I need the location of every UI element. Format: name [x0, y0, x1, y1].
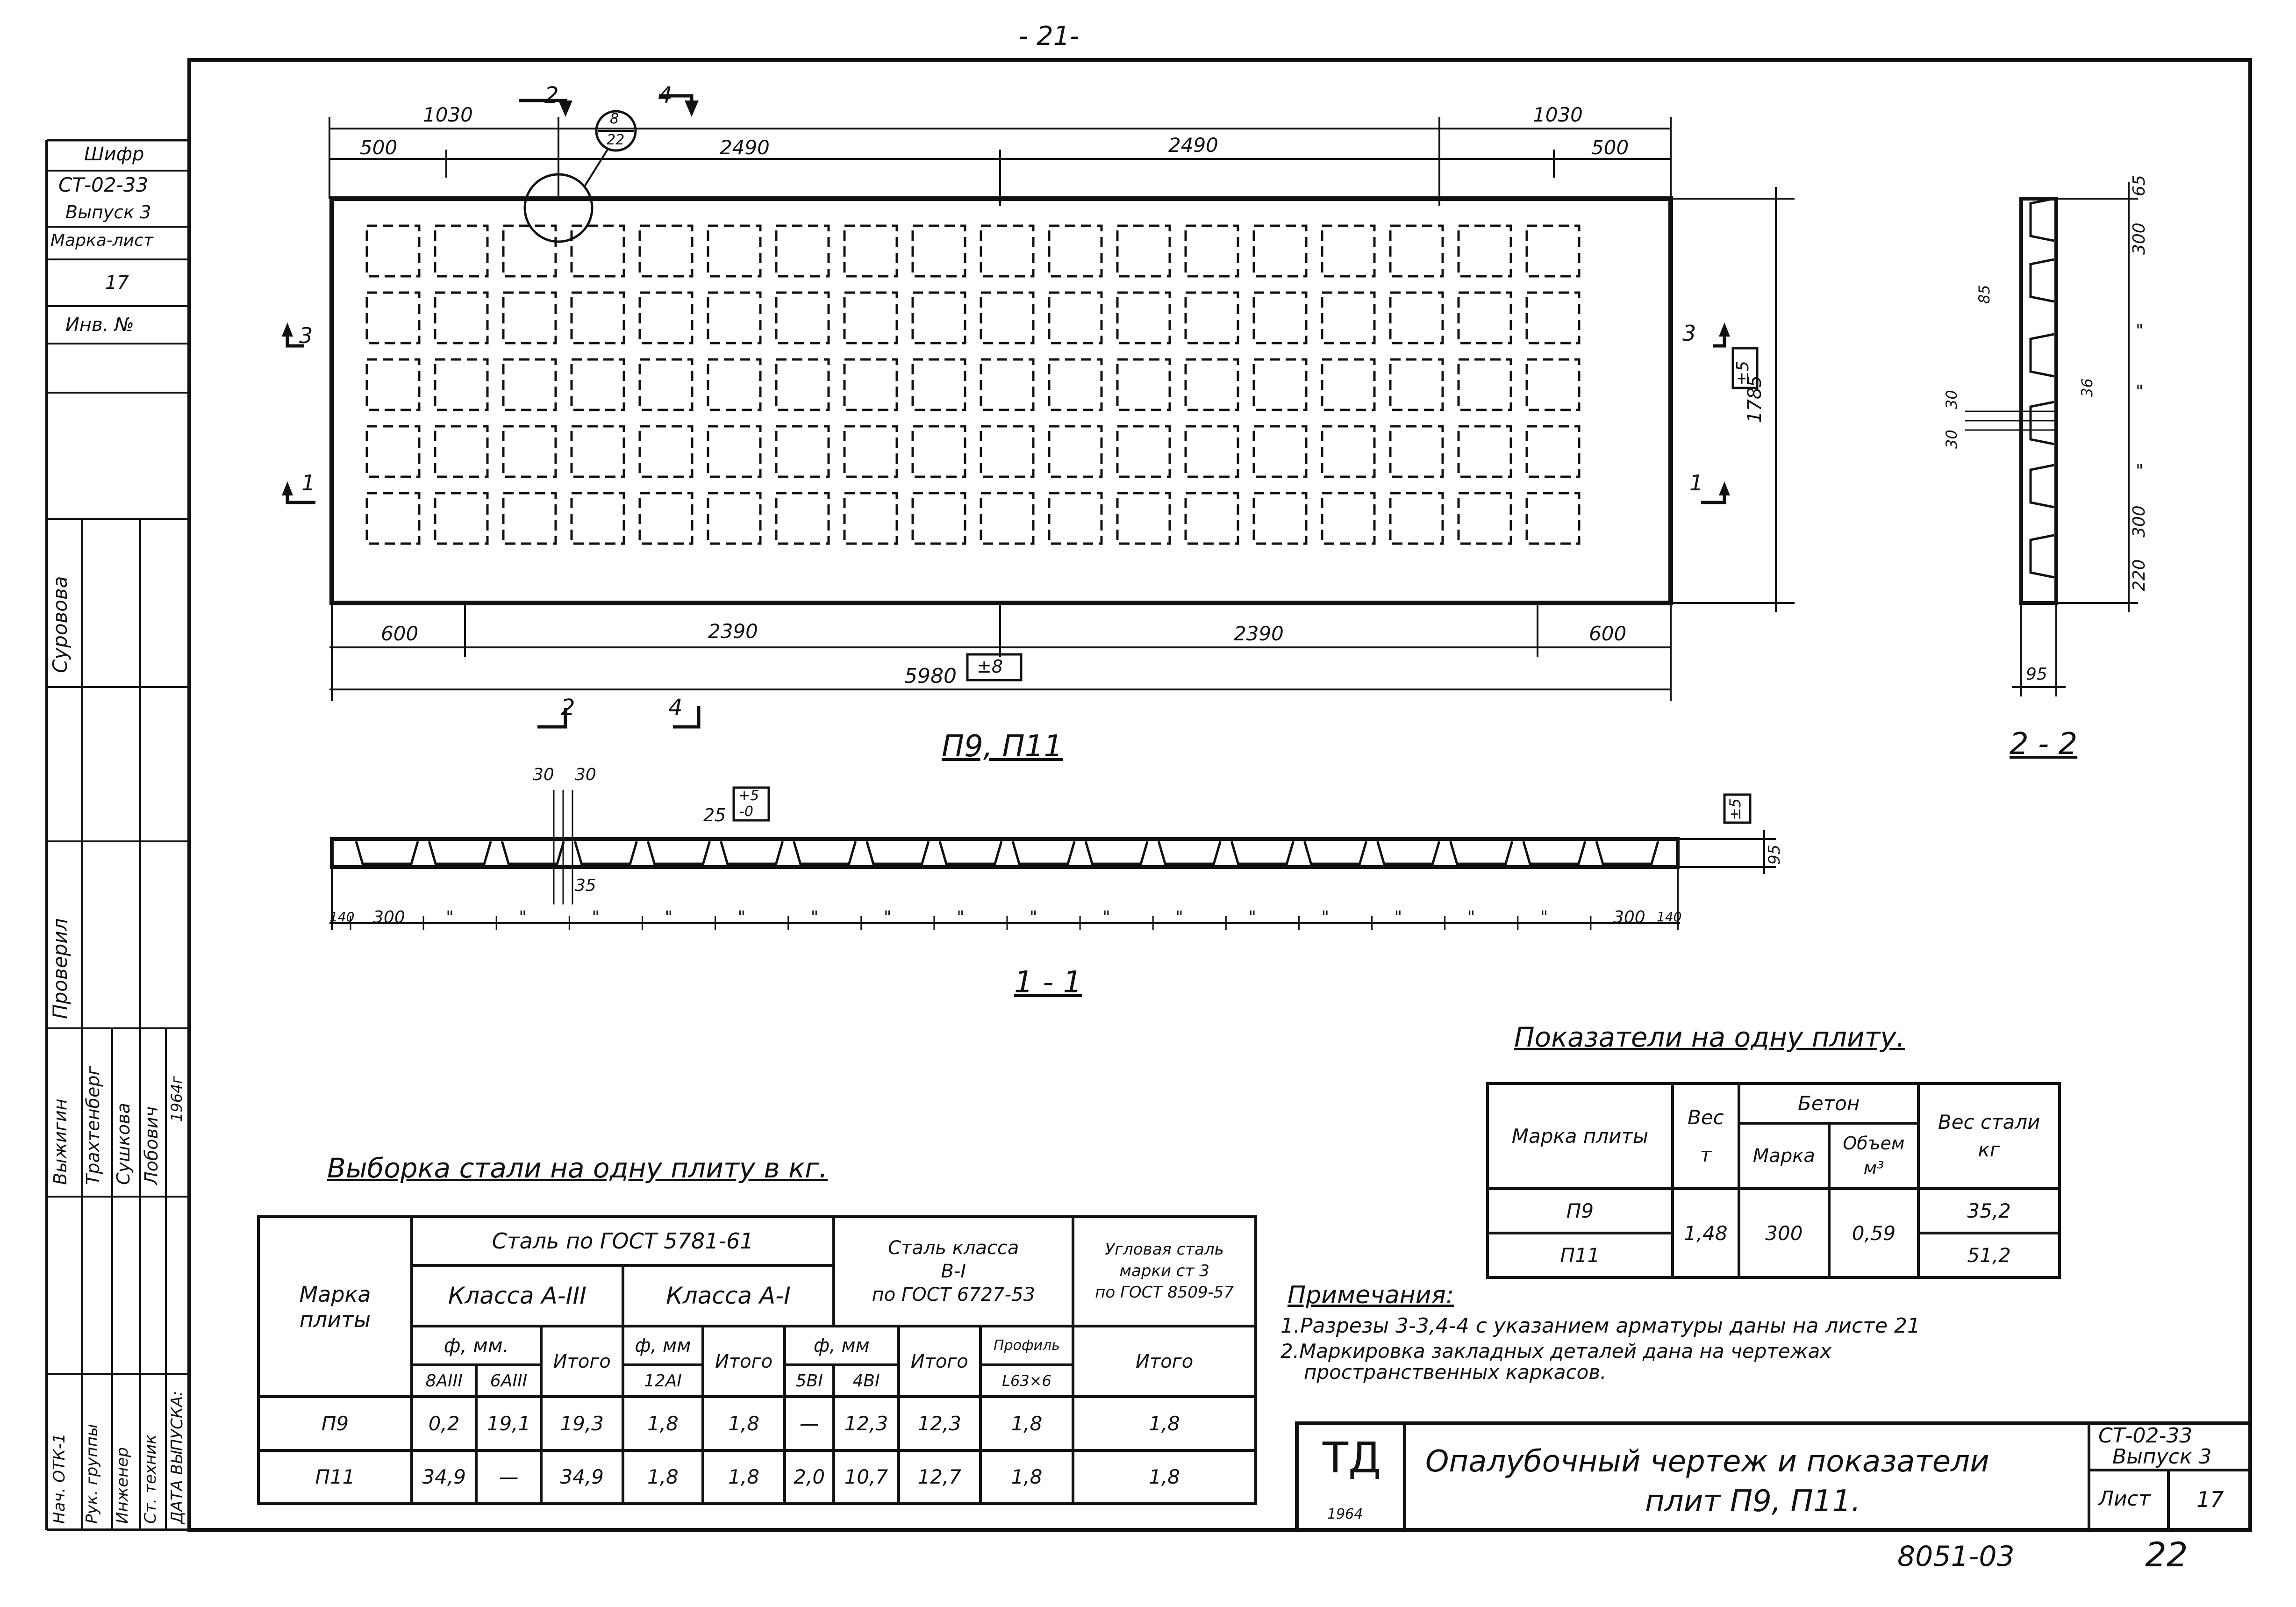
plan-void-cell: [367, 493, 419, 544]
plan-void-cell: [640, 226, 692, 276]
steel-total-2: Итого: [703, 1326, 785, 1397]
plan-void-cell: [1254, 493, 1306, 544]
section-mark-4-top: 4: [658, 82, 672, 108]
steel-row-2-mark: П11: [258, 1450, 412, 1504]
indicators-table: [1486, 1082, 2061, 1279]
steel-row-1-c7: 12,3: [834, 1397, 898, 1450]
plan-void-cell: [1049, 226, 1102, 276]
plan-void-cell: [1049, 293, 1102, 343]
sec22-left-30a: 30: [1943, 390, 1960, 409]
steel-phi-a3: ф, мм.: [412, 1326, 541, 1365]
sec11-bottom-dim-label: ": [1030, 908, 1037, 927]
approval-role-3: Инженер: [113, 1447, 132, 1524]
plan-void-cell: [640, 493, 692, 544]
plan-void-cell: [776, 293, 829, 343]
steel-group-2-line-1: Сталь класса: [888, 1237, 1019, 1259]
plan-void-cell: [503, 426, 556, 477]
plan-void-cell: [572, 493, 624, 544]
plan-void-cell: [640, 293, 692, 343]
plan-void-cell: [1527, 293, 1579, 343]
table-row: [258, 1450, 1256, 1504]
sec11-bottom-dim-label: ": [1467, 908, 1475, 927]
plan-void-cell: [776, 426, 829, 477]
plan-dim-600-left: 600: [381, 622, 419, 645]
steel-sub-6a3: 6АIII: [476, 1365, 541, 1397]
section-mark-1-left: 1: [301, 470, 315, 495]
plan-void-cell: [435, 493, 487, 544]
ind-mark-2: П11: [1488, 1233, 1673, 1277]
frame-cipher-label: Шифр: [84, 143, 144, 165]
title-block-title-2: плит П9, П11.: [1645, 1484, 1861, 1519]
plan-void-cell: [1049, 359, 1102, 410]
steel-row-2-c6: 2,0: [785, 1450, 834, 1504]
plan-void-cell: [1186, 493, 1238, 544]
frame-inv-label: Инв. №: [65, 314, 134, 336]
plan-dim-2390-right: 2390: [1234, 622, 1284, 645]
sec11-rib: [648, 841, 709, 864]
plan-overall-tol: ±8: [977, 656, 1003, 677]
steel-sub-4b1: 4ВI: [834, 1365, 898, 1397]
section-mark-2-bottom: 2: [561, 695, 575, 721]
plan-void-cell: [708, 226, 760, 276]
ind-h-steel: [1918, 1083, 2060, 1189]
archive-number: 8051-03: [1897, 1540, 2015, 1573]
plan-void-cell: [1254, 359, 1306, 410]
plan-void-cell: [844, 359, 897, 410]
plan-dim-2490-left: 2490: [720, 136, 770, 159]
sec11-bottom-dim-label: ": [665, 908, 673, 927]
sec11-right-edge: 140: [1657, 909, 1682, 925]
steel-row-2-c5: 1,8: [703, 1450, 785, 1504]
table-row: [258, 1397, 1256, 1450]
sec11-bottom-dim-label: ": [956, 908, 965, 927]
plan-void-cell: [981, 493, 1033, 544]
steel-group-3: [1073, 1217, 1256, 1326]
plan-void-cell: [913, 293, 965, 343]
sec11-bottom-dim-label: ": [737, 908, 746, 927]
steel-sub-12a1: 12АI: [623, 1365, 703, 1397]
steel-col-mark: Марка плиты: [258, 1217, 412, 1397]
ind-h-weight-label: Вес: [1688, 1105, 1724, 1129]
plan-void-cell: [435, 293, 487, 343]
plan-void-cell: [913, 359, 965, 410]
plan-void-cell: [1186, 426, 1238, 477]
plan-void-cell: [776, 226, 829, 276]
ind-h-grade: Марка: [1739, 1123, 1829, 1189]
sec11-rib: [1524, 841, 1585, 864]
sec11-bottom-dim-label: ": [1394, 908, 1402, 927]
checked-name: Суровова: [49, 576, 72, 673]
sec22-dim-ditto-3: ": [2136, 461, 2144, 481]
sec11-bottom-dim-label: ": [1321, 908, 1330, 927]
plan-void-cell: [1527, 426, 1579, 477]
plan-void-cell: [1117, 493, 1170, 544]
plan-void-cell: [1459, 493, 1511, 544]
section-mark-1-right: 1: [1689, 470, 1703, 495]
sec11-rib-30a: 30: [533, 765, 554, 784]
plan-void-cell: [367, 359, 419, 410]
steel-row-1-c5: 1,8: [703, 1397, 785, 1450]
plan-dim-2390-left: 2390: [708, 620, 758, 643]
plan-void-cell: [367, 426, 419, 477]
note-2b: пространственных каркасов.: [1304, 1361, 1607, 1384]
note-2: 2.Маркировка закладных деталей дана на чертежах: [1280, 1340, 1832, 1363]
sec11-right-tol: ±5: [1726, 798, 1744, 820]
steel-row-2-c9: 1,8: [980, 1450, 1073, 1504]
ind-h-steel-label: Вес стали: [1938, 1110, 2040, 1134]
title-block-year: 1964: [1327, 1506, 1363, 1522]
plan-void-cell: [435, 426, 487, 477]
sec11-rib: [1596, 841, 1658, 864]
sec11-bottom-dim-label: ": [1102, 908, 1110, 927]
plan-void-cell: [640, 359, 692, 410]
plan-void-cell: [503, 293, 556, 343]
plan-void-cell: [708, 293, 760, 343]
plan-void-cell: [1117, 226, 1170, 276]
steel-row-2-c3: 34,9: [541, 1450, 623, 1504]
plan-void-cell: [1186, 359, 1238, 410]
steel-row-1-c1: 0,2: [412, 1397, 476, 1450]
plan-void-cell: [1186, 293, 1238, 343]
sec11-bottom-dim-label: ": [1540, 908, 1548, 927]
section-mark-3-right: 3: [1682, 321, 1696, 346]
sec22-dim-300-top: 300: [2130, 222, 2149, 255]
approval-name-1: Выжигин: [50, 1098, 71, 1185]
sec11-rib: [794, 841, 856, 864]
detail-ref-num: 8: [610, 111, 619, 127]
plan-void-cell: [367, 226, 419, 276]
section-2-2-title: 2 - 2: [2010, 727, 2078, 761]
plan-void-cell: [913, 493, 965, 544]
title-block-issue: Выпуск 3: [2112, 1445, 2212, 1469]
page-number: - 21-: [1019, 21, 1080, 51]
approval-name-4: Лобович: [141, 1106, 162, 1185]
plan-void-cell: [1322, 359, 1374, 410]
approval-role-1: Нач. ОТК-1: [50, 1433, 69, 1524]
ind-h-weight: [1673, 1083, 1739, 1189]
plan-void-cell: [1254, 293, 1306, 343]
steel-table-title: Выборка стали на одну плиту в кг.: [327, 1152, 828, 1184]
ind-mark-1: П9: [1488, 1189, 1673, 1233]
sec11-rib: [721, 841, 783, 864]
plan-void-cell: [572, 359, 624, 410]
sec22-left-30b: 30: [1943, 430, 1960, 449]
plan-void-cell: [1527, 359, 1579, 410]
plan-void-cell: [1322, 426, 1374, 477]
plan-void-cell: [844, 493, 897, 544]
sec11-bottom-dim-label: 300: [373, 908, 405, 927]
frame-cipher-value: СТ-02-33: [58, 173, 149, 196]
sec11-rib: [1159, 841, 1220, 864]
steel-phi-b1: ф, мм: [785, 1326, 899, 1365]
plan-void-cell: [503, 226, 556, 276]
sec22-dim-ditto-2: ": [2136, 382, 2144, 401]
plan-void-cell: [1390, 359, 1443, 410]
steel-group-2: [834, 1217, 1073, 1326]
plan-void-cell: [1254, 426, 1306, 477]
ind-volume: 0,59: [1829, 1189, 1919, 1277]
sec11-bottom-dim-label: 300: [1613, 908, 1645, 927]
plan-void-cell: [1117, 293, 1170, 343]
approval-role-2: Рук. группы: [83, 1424, 101, 1524]
plan-void-cell: [981, 426, 1033, 477]
plan-void-cell: [1390, 426, 1443, 477]
sec11-bottom-dim-label: ": [446, 908, 454, 927]
checked-role: Проверил: [49, 918, 72, 1019]
plan-void-cell: [1459, 426, 1511, 477]
plan-dim-1030-right: 1030: [1533, 103, 1583, 126]
sec11-bottom-dim-label: ": [592, 908, 600, 927]
sec22-rib: [2031, 465, 2054, 507]
steel-class-a1: Класса А-I: [623, 1265, 834, 1326]
title-block-title-1: Опалубочный чертеж и показатели: [1425, 1444, 1989, 1479]
plan-void-cell: [1459, 226, 1511, 276]
plan-void-cell: [1322, 493, 1374, 544]
plan-void-cell: [1117, 359, 1170, 410]
ind-h-weight-unit: т: [1700, 1143, 1712, 1166]
steel-row-1-c10: 1,8: [1073, 1397, 1256, 1450]
ind-weight: 1,48: [1673, 1189, 1739, 1277]
plan-void-cell: [981, 293, 1033, 343]
plan-void-cell: [708, 493, 760, 544]
plan-void-cell: [1322, 226, 1374, 276]
sec11-rib: [867, 841, 929, 864]
sec22-rib: [2031, 402, 2054, 444]
ind-h-volume-label: Объем: [1843, 1133, 1905, 1154]
plan-dim-2490-right: 2490: [1168, 134, 1218, 157]
section-1-1-title: 1 - 1: [1014, 965, 1082, 1000]
detail-ref-den: 22: [607, 132, 625, 148]
ind-h-concrete: Бетон: [1739, 1083, 1918, 1123]
plan-void-cell: [776, 493, 829, 544]
sec11-thickness: 95: [1765, 844, 1784, 865]
sec22-dim-220: 220: [2130, 559, 2149, 591]
steel-sub-8a3: 8АIII: [412, 1365, 476, 1397]
approvals-block: [47, 1028, 189, 1530]
steel-sub-l63: L63×6: [980, 1365, 1073, 1397]
plan-void-cell: [1186, 226, 1238, 276]
approval-role-5: ДАТА ВЫПУСКА:: [168, 1391, 186, 1524]
steel-row-1-c2: 19,1: [476, 1397, 541, 1450]
steel-row-1-c8: 12,3: [899, 1397, 980, 1450]
table-row: [1488, 1189, 2060, 1233]
sec22-rib-36: 36: [2078, 378, 2096, 397]
plan-void-cell: [1049, 493, 1102, 544]
plan-title: П9, П11: [942, 729, 1063, 764]
frame-issue: Выпуск 3: [65, 202, 151, 222]
plan-void-cell: [913, 426, 965, 477]
sec11-rib: [502, 841, 564, 864]
steel-total-1: Итого: [541, 1326, 623, 1397]
sec11-top-depth: 25: [703, 805, 726, 825]
steel-row-1-c6: —: [785, 1397, 834, 1450]
sec11-rib: [1086, 841, 1147, 864]
steel-row-2-c10: 1,8: [1073, 1450, 1256, 1504]
steel-row-1-c9: 1,8: [980, 1397, 1073, 1450]
indicators-title: Показатели на одну плиту.: [1514, 1021, 1905, 1053]
sec11-rib: [1304, 841, 1366, 864]
approval-name-5: 1964г: [168, 1076, 186, 1122]
plan-void-cell: [1390, 493, 1443, 544]
plan-void-cell: [776, 359, 829, 410]
plan-void-cell: [844, 426, 897, 477]
ind-steel-2: 51,2: [1918, 1233, 2060, 1277]
sec22-dim-65: 65: [2130, 175, 2149, 196]
plan-void-cell: [1322, 293, 1374, 343]
ind-h-volume-unit: м³: [1863, 1158, 1884, 1178]
steel-group-3-line-1: Угловая сталь: [1105, 1240, 1224, 1259]
sec11-rib: [1013, 841, 1074, 864]
steel-row-2-c2: —: [476, 1450, 541, 1504]
plan-void-cell: [913, 226, 965, 276]
approval-name-2: Трахтенберг: [83, 1066, 103, 1185]
plan-void-cell: [572, 293, 624, 343]
sec11-rib: [575, 841, 637, 864]
sec22-dim-ditto-1: ": [2136, 321, 2144, 340]
plan-void-cell: [1459, 359, 1511, 410]
steel-phi-a1: ф, мм: [623, 1326, 703, 1365]
plan-dim-500-left: 500: [360, 136, 398, 159]
plan-void-cell: [844, 293, 897, 343]
sec22-rib: [2031, 334, 2054, 376]
sec11-bottom-dim-label: ": [1248, 908, 1256, 927]
steel-class-a3: Класса А-III: [412, 1265, 623, 1326]
steel-row-2-c1: 34,9: [412, 1450, 476, 1504]
steel-total-3: Итого: [899, 1326, 980, 1397]
plan-void-cell: [572, 426, 624, 477]
steel-group-3-line-2: марки ст 3: [1119, 1262, 1209, 1281]
section-mark-2-top: 2: [544, 82, 559, 108]
frame-mark-sheet-label: Марка-лист: [50, 231, 153, 250]
sec11-bottom-dim-label: ": [810, 908, 819, 927]
plan-dim-500-right: 500: [1591, 136, 1629, 159]
sec11-tol-plus: +5: [738, 788, 759, 804]
sec11-bottom-dim-label: ": [519, 908, 527, 927]
steel-row-2-c7: 10,7: [834, 1450, 898, 1504]
plan-void-cell: [1254, 226, 1306, 276]
notes-title: Примечания:: [1287, 1281, 1454, 1309]
title-block-code: СТ-02-33: [2098, 1424, 2193, 1448]
sec11-bottom-dim-label: ": [1175, 908, 1183, 927]
ind-steel-1: 35,2: [1918, 1189, 2060, 1233]
steel-group-2-line-2: В-I: [941, 1261, 966, 1283]
steel-row-1-c4: 1,8: [623, 1397, 703, 1450]
plan-height-tol: ±5: [1733, 360, 1752, 386]
steel-row-1-mark: П9: [258, 1397, 412, 1450]
plan-void-cell: [435, 359, 487, 410]
plan-void-cell: [640, 426, 692, 477]
plan-dim-1030-left: 1030: [423, 103, 473, 126]
plan-dim-600-right: 600: [1589, 622, 1627, 645]
sec11-rib: [429, 841, 491, 864]
sec11-tol-minus: -0: [739, 804, 753, 820]
steel-row-2-c8: 12,7: [899, 1450, 980, 1504]
plan-void-cell: [708, 359, 760, 410]
steel-group-3-line-3: по ГОСТ 8509-57: [1095, 1283, 1234, 1302]
ind-h-mark: Марка плиты: [1488, 1083, 1673, 1189]
ind-h-steel-unit: кг: [1978, 1138, 2000, 1161]
title-block-sheet-label: Лист: [2098, 1487, 2151, 1511]
sec11-left-edge: 140: [329, 909, 355, 925]
section-mark-3-left: 3: [299, 323, 313, 348]
sec11-rib: [940, 841, 1001, 864]
sec11-bottom-dim-label: ": [883, 908, 892, 927]
sec11-rib: [1378, 841, 1439, 864]
title-block-sheet: 17: [2196, 1487, 2224, 1512]
plan-void-cell: [981, 226, 1033, 276]
plan-void-cell: [1459, 293, 1511, 343]
sec22-width: 95: [2026, 665, 2047, 684]
sec11-rib: [1451, 841, 1512, 864]
sec22-rib: [2031, 199, 2054, 241]
steel-total-4: Итого: [1073, 1326, 1256, 1397]
note-1: 1.Разрезы 3-3,4-4 с указанием арматуры даны на листе 21: [1280, 1314, 1920, 1338]
section-mark-4-bottom: 4: [668, 695, 683, 721]
plan-void-cell: [1527, 493, 1579, 544]
steel-group-2-line-3: по ГОСТ 6727-53: [872, 1284, 1035, 1306]
stamp-number: 22: [2145, 1535, 2188, 1574]
approval-role-4: Ст. техник: [141, 1435, 160, 1524]
plan-void-cell: [367, 293, 419, 343]
steel-row-1-c3: 19,3: [541, 1397, 623, 1450]
plan-void-cell: [981, 359, 1033, 410]
plan-void-cell: [844, 226, 897, 276]
sec11-rib-30b: 30: [575, 765, 596, 784]
ind-grade: 300: [1739, 1189, 1829, 1277]
sec22-rib-85: 85: [1975, 285, 1993, 304]
sec11-rib: [356, 841, 418, 864]
plan-void-cell: [1049, 426, 1102, 477]
plan-void-cell: [435, 226, 487, 276]
plan-void-cell: [503, 359, 556, 410]
approval-name-3: Сушкова: [113, 1103, 134, 1185]
sec22-dim-300-bottom: 300: [2130, 505, 2149, 538]
plan-overall-dim: 5980: [904, 664, 957, 688]
steel-profile: Профиль: [980, 1326, 1073, 1365]
plan-void-cell: [1390, 293, 1443, 343]
steel-table: [257, 1215, 1257, 1505]
steel-sub-5b1: 5ВI: [785, 1365, 834, 1397]
sec11-rib-35: 35: [575, 876, 596, 895]
steel-row-2-c4: 1,8: [623, 1450, 703, 1504]
plan-void-cell: [503, 493, 556, 544]
frame-mark-sheet-value: 17: [105, 272, 129, 294]
plan-void-cell: [1117, 426, 1170, 477]
plan-void-cell: [1527, 226, 1579, 276]
steel-group-1: Сталь по ГОСТ 5781-61: [412, 1217, 834, 1265]
ind-h-volume: [1829, 1123, 1919, 1189]
plan-void-cell: [708, 426, 760, 477]
plan-void-cell: [1390, 226, 1443, 276]
sec11-rib: [1231, 841, 1293, 864]
title-block-logo: ТД: [1323, 1434, 1381, 1483]
plan-height-dim: 1785: [1744, 375, 1766, 423]
sec22-rib: [2031, 535, 2054, 577]
sec22-rib: [2031, 259, 2054, 301]
